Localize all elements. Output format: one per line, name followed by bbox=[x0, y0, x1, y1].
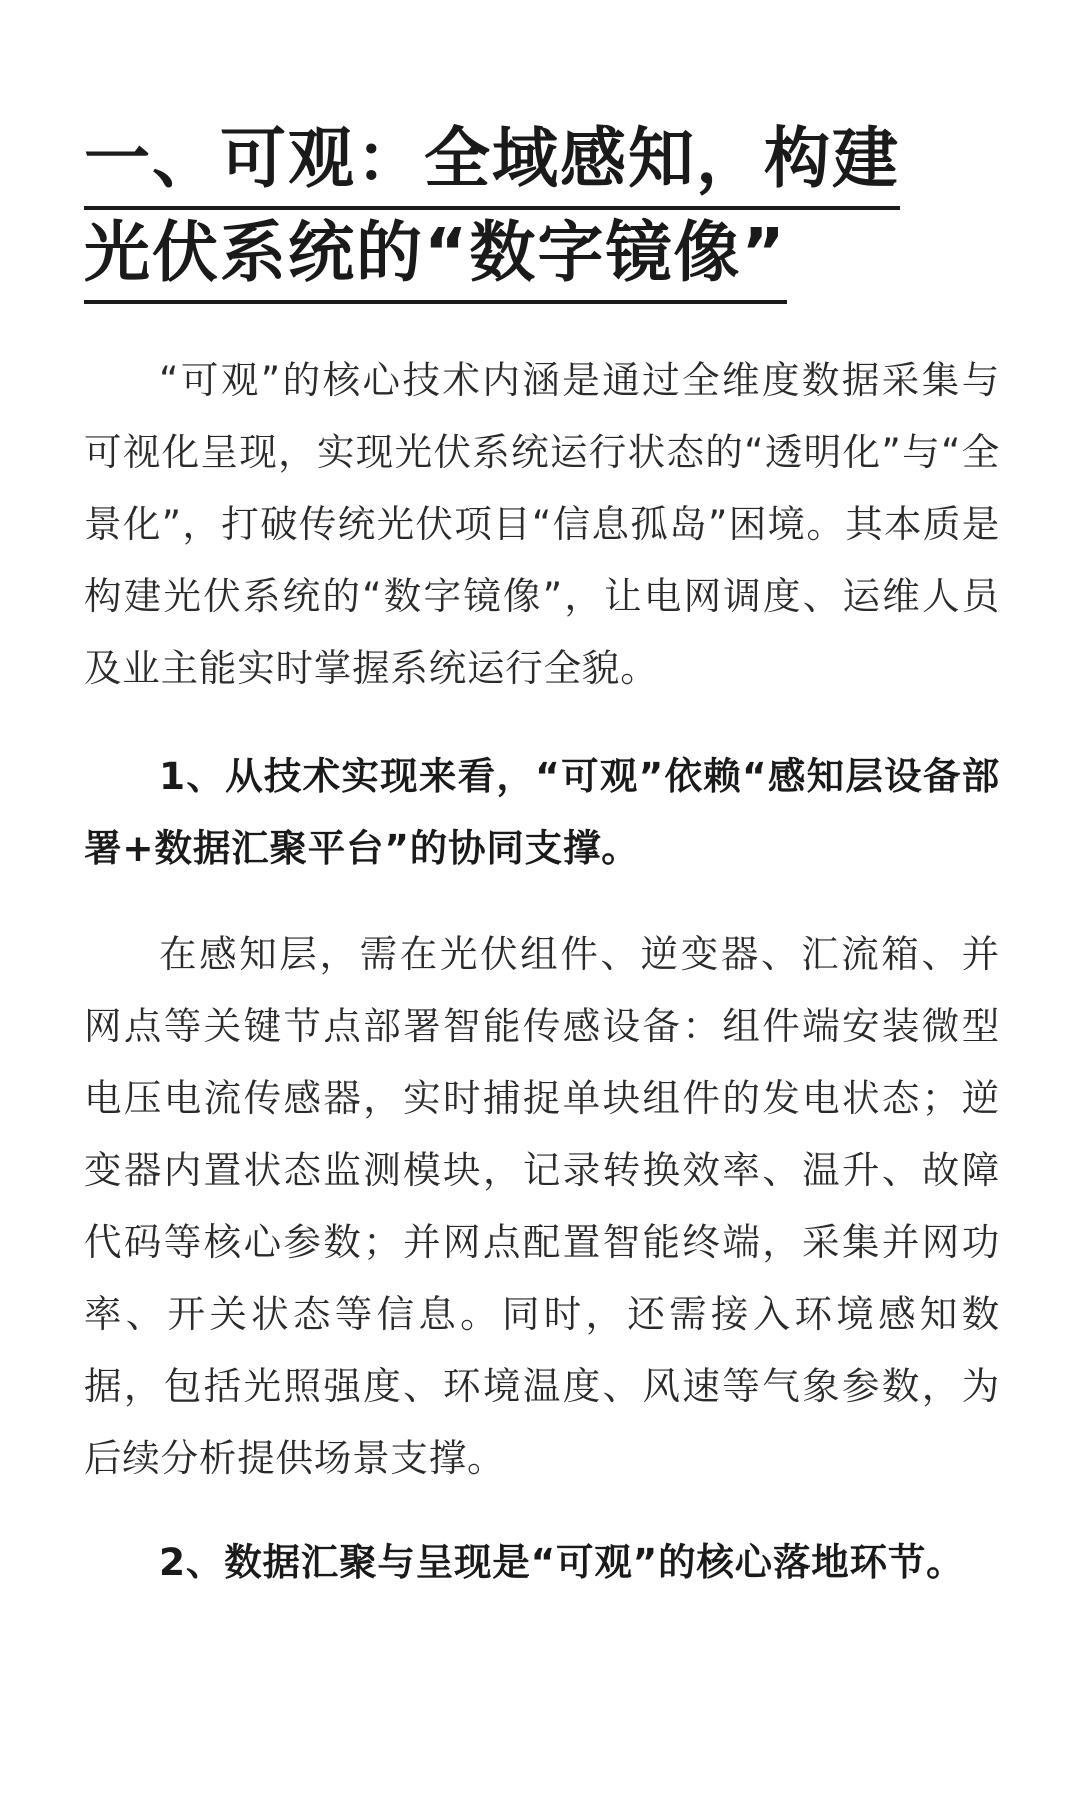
subheading-data-aggregation: 2、数据汇聚与呈现是“可观”的核心落地环节。 bbox=[159, 1540, 965, 1584]
section-title-line-1: 一、可观：全域感知，构建 bbox=[84, 118, 900, 210]
sensing-layer-paragraph: 在感知层，需在光伏组件、逆变器、汇流箱、并网点等关键节点部署智能传感设备：组件端安装微型电压电流传感器，实时捕捉单块组件的发电状态；逆变器内置状态监测模块，记录转换效率、温升、故障代码等核心参数；并网点配置智能终端，采集并网功率、开关状态等信息。同时，还需接入环境感知数据，包括光照强度、环境温度、风速等气象参数，为后续分析提供场景支撑。 bbox=[84, 932, 1000, 1480]
intro-paragraph: “可观”的核心技术内涵是通过全维度数据采集与可视化呈现，实现光伏系统运行状态的“透明化”与“全景化”，打破传统光伏项目“信息孤岛”困境。其本质是构建光伏系统的“数字镜像”，让电网调度、运维人员及业主能实时掌握系统运行全貌。 bbox=[84, 358, 1000, 690]
section-title-line-2: 光伏系统的“数字镜像” bbox=[84, 212, 787, 304]
subheading-technical-implementation: 1、从技术实现来看，“可观”依赖“感知层设备部署+数据汇聚平台”的协同支撑。 bbox=[84, 754, 1000, 870]
